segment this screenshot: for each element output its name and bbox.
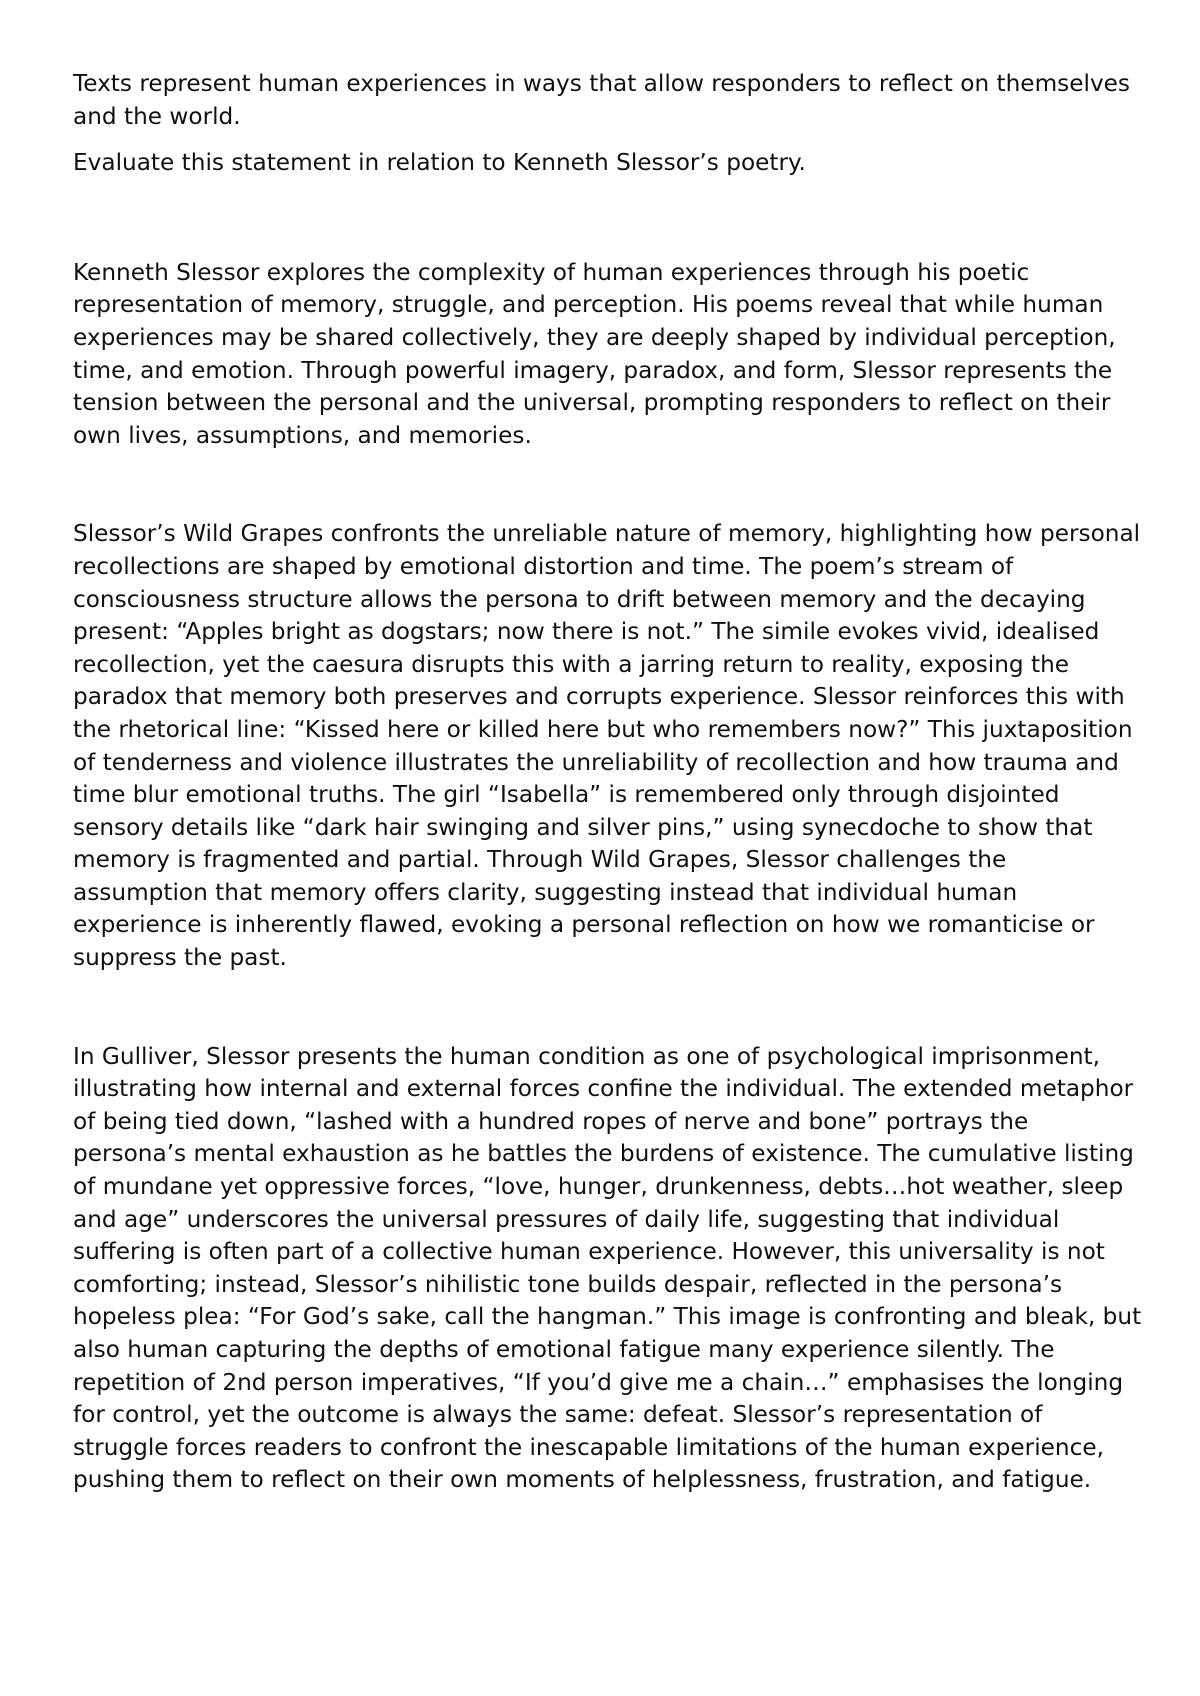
introduction-paragraph: Kenneth Slessor explores the complexity of human experiences through his poetic representation of memory, struggle, and perception. His poems reveal that while human experiences may be shared collectively, they are deeply shaped by individual perception, time, and emotion. Through powerful imagery, paradox, and form, Slessor represents the tension between the personal and the universal, prompting responders to reflect on their own lives, assumptions, and memories.	[73, 258, 1116, 449]
essay-question-prompt: Texts represent human experiences in ways that allow responders to reflect on themselves and the world.	[73, 70, 1131, 130]
essay-question-task: Evaluate this statement in relation to Kenneth Slessor’s poetry.	[73, 149, 806, 177]
gulliver-paragraph: In Gulliver, Slessor presents the human condition as one of psychological imprisonment, illustrating how internal and external forces confine the individual. The extended metaphor of being tied down, “lashed with a hundred ropes of nerve and bone” portrays the persona’s mental exhaustion as he battles the burdens of existence. The cumulative listing of mundane yet oppressive forces, “love, hunger, drunkenness, debts…hot weather, sleep and age” underscores the universal pressures of daily life, suggesting that individual suffering is often part of a collective human experience. However, this universality is not comforting; instead, Slessor’s nihilistic tone builds despair, reflected in the persona’s hopeless plea: “For God’s sake, call the hangman.” This image is confronting and bleak, but also human capturing the depths of emotional fatigue many experience silently. The repetition of 2nd person imperatives, “If you’d give me a chain…” emphasises the longing for control, yet the outcome is always the same: defeat. Slessor’s representation of struggle forces readers to confront the inescapable limitations of the human experience, pushing them to reflect on their own moments of helplessness, frustration, and fatigue.	[73, 1042, 1142, 1494]
document-page	[73, 68, 1143, 1497]
wild-grapes-paragraph: Slessor’s Wild Grapes confronts the unreliable nature of memory, highlighting how personal recollections are shaped by emotional distortion and time. The poem’s stream of consciousness structure allows the persona to drift between memory and the decaying present: “Apples bright as dogstars; now there is not.” The simile evokes vivid, idealised recollection, yet the caesura disrupts this with a jarring return to reality, exposing the paradox that memory both preserves and corrupts experience. Slessor reinforces this with the rhetorical line: “Kissed here or killed here but who remembers now?” This juxtaposition of tenderness and violence illustrates the unreliability of recollection and how trauma and time blur emotional truths. The girl “Isabella” is remembered only through disjointed sensory details like “dark hair swinging and silver pins,” using synecdoche to show that memory is fragmented and partial. Through Wild Grapes, Slessor challenges the assumption that memory offers clarity, suggesting instead that individual human experience is inherently flawed, evoking a personal reflection on how we romanticise or suppress the past.	[73, 520, 1141, 972]
